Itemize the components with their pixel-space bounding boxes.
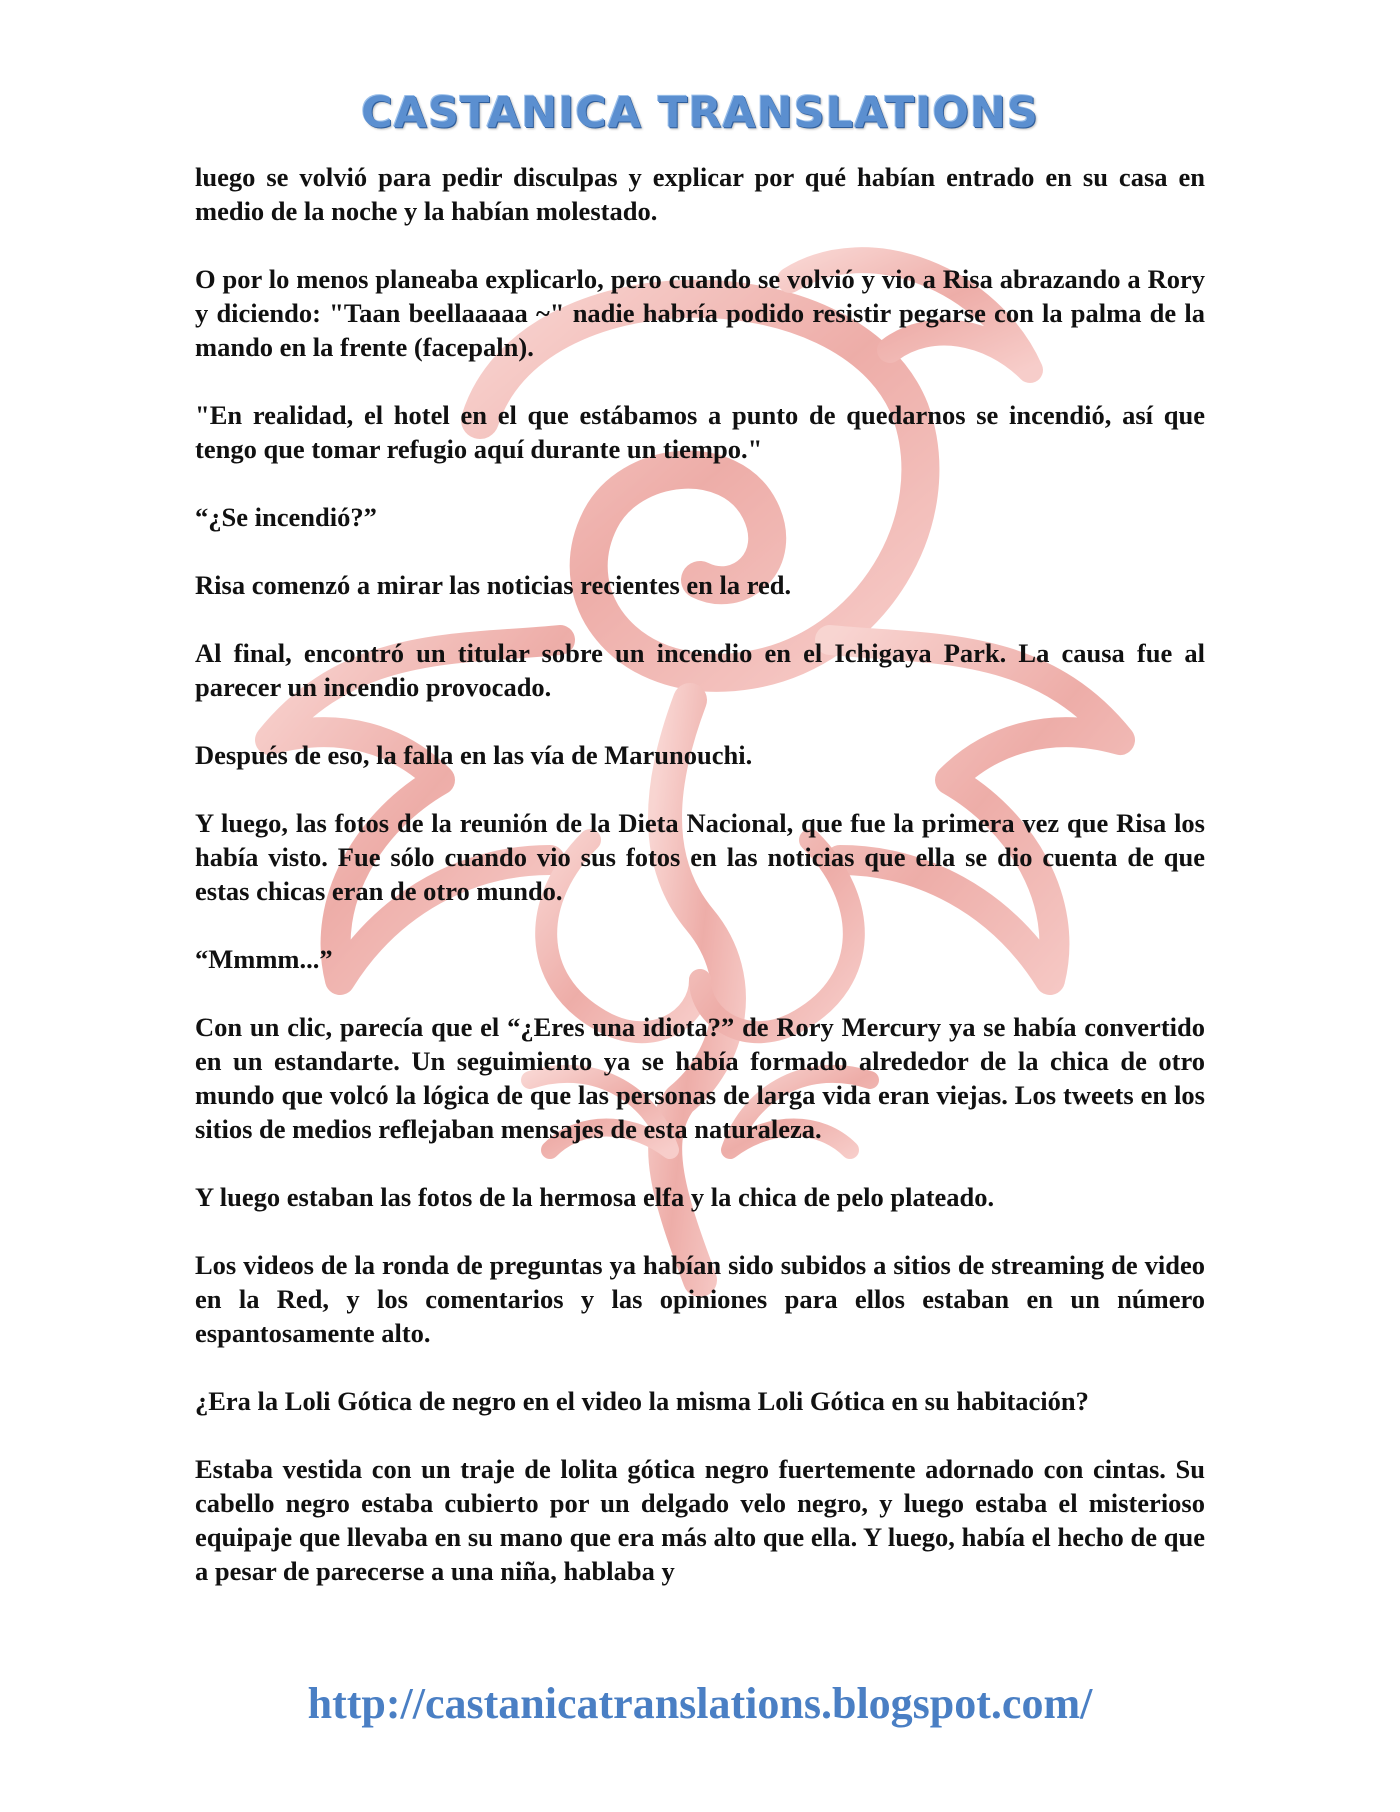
- paragraph: “¿Se incendió?”: [195, 502, 377, 532]
- paragraph: Los videos de la ronda de preguntas ya habían sido subidos a sitios de streaming de video en la Red, y los comentarios y las opiniones para ellos estaban en un número espantosamente alto.: [195, 1250, 1205, 1348]
- paragraph: Risa comenzó a mirar las noticias recientes en la red.: [195, 570, 792, 600]
- paragraph: O por lo menos planeaba explicarlo, pero cuando se volvió y vio a Risa abrazando a Rory y diciendo: "Taan beellaaaaa ~" nadie habría podido resistir pegarse con la palma de la mando en la frente (facepaln).: [195, 264, 1205, 362]
- paragraph: Con un clic, parecía que el “¿Eres una idiota?” de Rory Mercury ya se había convertido en un estandarte. Un seguimiento ya se había formado alrededor de la chica de otro mundo que volcó la lógica de que las personas de larga vida eran viejas. Los tweets en los sitios de medios reflejaban mensajes de esta naturaleza.: [195, 1012, 1205, 1144]
- header-title: CASTANICA TRANSLATIONS: [361, 88, 1039, 138]
- paragraph: Después de eso, la falla en las vía de Marunouchi.: [195, 740, 753, 770]
- paragraph: Estaba vestida con un traje de lolita gótica negro fuertemente adornado con cintas. Su cabello negro estaba cubierto por un delgado velo negro, y luego estaba el misterioso equipaje que llevaba en su mano que era más alto que ella. Y luego, había el hecho de que a pesar de parecerse a una niña, hablaba y: [195, 1454, 1205, 1586]
- paragraph: "En realidad, el hotel en el que estábamos a punto de quedarnos se incendió, así que tengo que tomar refugio aquí durante un tiempo.": [195, 400, 1205, 464]
- paragraph: ¿Era la Loli Gótica de negro en el video la misma Loli Gótica en su habitación?: [195, 1386, 1089, 1416]
- paragraph: “Mmmm...”: [195, 944, 333, 974]
- paragraph: Y luego estaban las fotos de la hermosa elfa y la chica de pelo plateado.: [195, 1182, 995, 1212]
- footer-url-link[interactable]: http://castanicatranslations.blogspot.com/: [307, 1679, 1093, 1728]
- paragraph: Al final, encontró un titular sobre un incendio en el Ichigaya Park. La causa fue al parecer un incendio provocado.: [195, 638, 1205, 702]
- document-body: [195, 160, 1205, 1622]
- paragraph: luego se volvió para pedir disculpas y explicar por qué habían entrado en su casa en medio de la noche y la habían molestado.: [195, 162, 1205, 226]
- paragraph: Y luego, las fotos de la reunión de la Dieta Nacional, que fue la primera vez que Risa los había visto. Fue sólo cuando vio sus fotos en las noticias que ella se dio cuenta de que estas chicas eran de otro mundo.: [195, 808, 1205, 906]
